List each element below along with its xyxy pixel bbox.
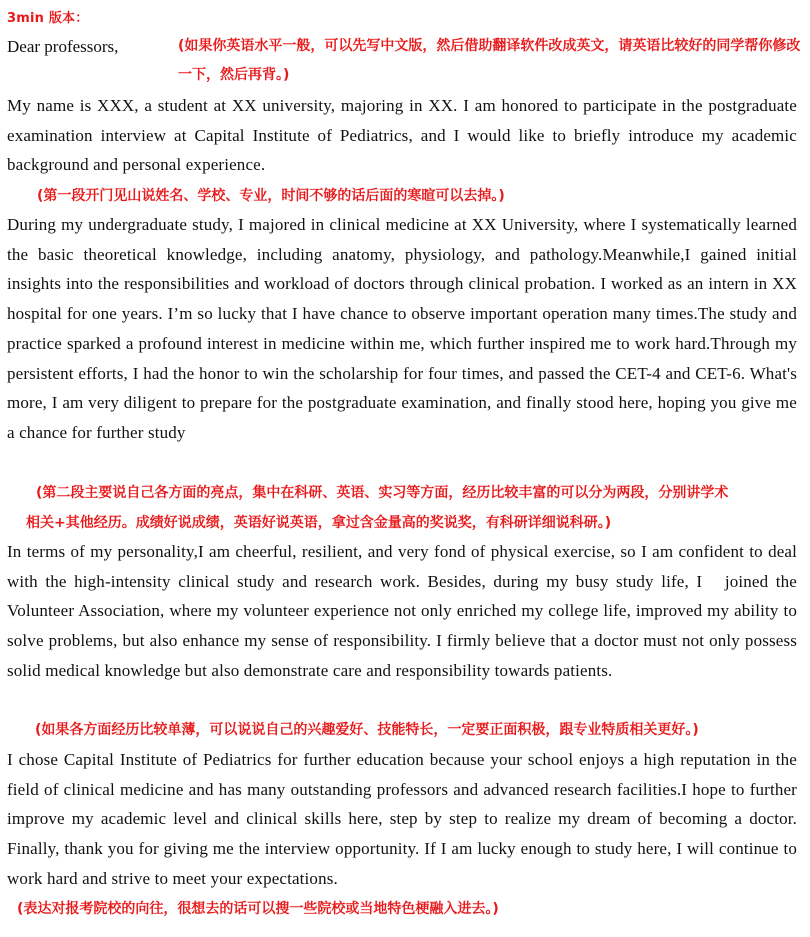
paragraph-introduction: My name is XXX, a student at XX university, majoring in XX. I am honored to participate in the postgraduate examination interview at Capital Institute of Pediatrics, and I would like to briefly introduce my academic background and personal experience. [7, 96, 797, 175]
annotation-translation-tip: (如果你英语水平一般，可以先写中文版，然后借助翻译软件改成英文，请英语比较好的同学帮你修改一下，然后再背。) [178, 38, 801, 83]
version-label: 3min 版本： [7, 11, 89, 26]
annotation-paragraph-4: (表达对报考院校的向往，很想去的话可以搜一些院校或当地特色梗融入进去。) [17, 901, 499, 917]
annotation-paragraph-2 [26, 478, 729, 538]
paragraph-personality: In terms of my personality,I am cheerful, resilient, and very fond of physical exercise, so I am confident to deal with the high-intensity clinical study and research work. Besides, during my busy study life, I joined the Volunteer Association, where my volunteer experience not only enriched my college life, improved my ability to solve problems, but also enhance my sense of responsibility. I firmly believe that a doctor must not only possess solid medical knowledge but also demonstrate care and responsibility towards patients. [7, 542, 797, 680]
annotation-paragraph-1: (第一段开门见山说姓名、学校、专业，时间不够的话后面的寒暄可以去掉。) [37, 188, 505, 204]
annotation-paragraph-3: (如果各方面经历比较单薄，可以说说自己的兴趣爱好、技能特长，一定要正面积极，跟专业特质相关更好。) [35, 722, 699, 738]
annotation-paragraph-2-line-2: 相关+其他经历。成绩好说成绩，英语好说英语，拿过含金量高的奖说奖，有科研详细说科研。) [26, 515, 612, 531]
paragraph-academic-experience: During my undergraduate study, I majored in clinical medicine at XX University, where I systematically learned the basic theoretical knowledge, including anatomy, physiology, and pathology.Meanwhile,I gained initial insights into the responsibilities and workload of doctors through clinical probation. I worked as an intern in XX hospital for one years. I’m so lucky that I have chance to observe important operation many times.The study and practice sparked a profound interest in medicine within me, which further inspired me to work hard.Through my persistent efforts, I had the honor to win the scholarship for four times, and passed the CET-4 and CET-6. What's more, I am very diligent to prepare for the postgraduate examination, and finally stood here, hoping you give me a chance for further study [7, 215, 797, 442]
paragraph-school-choice: I chose Capital Institute of Pediatrics for further education because your school enjoys a high reputation in the field of clinical medicine and has many outstanding professors and advanced research facilities.I hope to further improve my academic level and clinical skills here, step by step to realize my dream of becoming a doctor. Finally, thank you for giving me the interview opportunity. If I am lucky enough to study here, I will continue to work hard and strive to meet your expectations. [7, 750, 797, 888]
annotation-paragraph-2-line-1: (第二段主要说自己各方面的亮点，集中在科研、英语、实习等方面，经历比较丰富的可以分为两段，分别讲学术 [36, 485, 729, 501]
letter-greeting: Dear professors, [7, 37, 119, 56]
